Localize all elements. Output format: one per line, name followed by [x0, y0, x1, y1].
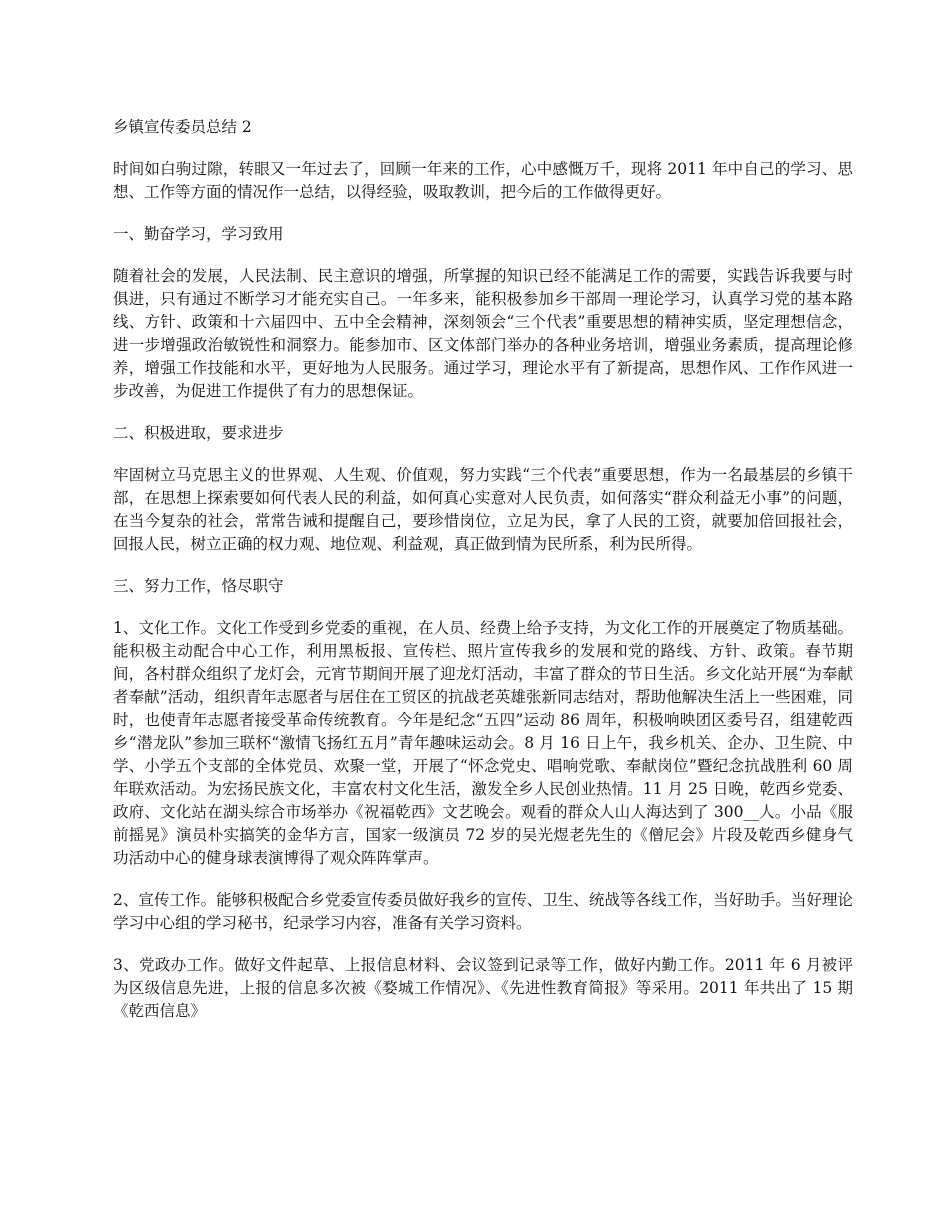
section-2-heading: 二、积极进取，要求进步 — [113, 424, 284, 442]
document-title: 乡镇宣传委员总结 2 — [113, 118, 252, 136]
intro-paragraph: 时间如白驹过隙，转眼又一年过去了，回顾一年来的工作，心中感慨万千，现将 2011 年中自己的学习、思想、工作等方面的情况作一总结，以得经验，吸取教训，把今后的工作做得更好。 — [113, 160, 853, 201]
document-page — [113, 116, 853, 1042]
section-1-body: 随着社会的发展，人民法制、民主意识的增强，所掌握的知识已经不能满足工作的需要，实践告诉我要与时俱进，只有通过不断学习才能充实自己。一年多来，能积极参加乡干部周一理论学习，认真学习党的基本路线、方针、政策和十六届四中、五中全会精神，深刻领会“三个代表”重要思想的精神实质，坚定理想信念，进一步增强政治敏锐性和洞察力。能参加市、区文体部门举办的各种业务培训，增强业务素质，提高理论修养，增强工作技能和水平，更好地为人民服务。通过学习，理论水平有了新提高，思想作风、工作作风进一步改善，为促进工作提供了有力的思想保证。 — [113, 267, 853, 400]
section-2-body: 牢固树立马克思主义的世界观、人生观、价值观，努力实践“三个代表”重要思想，作为一名最基层的乡镇干部，在思想上探索要如何代表人民的利益，如何真心实意对人民负责，如何落实“群众利益无小事”的问题，在当今复杂的社会，常常告诫和提醒自己，要珍惜岗位，立足为民，拿了人民的工资，就要加倍回报社会，回报人民，树立正确的权力观、地位观、利益观，真正做到情为民所系，利为民所得。 — [113, 466, 853, 553]
section-3-item-1: 1、文化工作。文化工作受到乡党委的重视，在人员、经费上给予支持，为文化工作的开展奠定了物质基础。能积极主动配合中心工作，利用黑板报、宣传栏、照片宣传我乡的发展和党的路线、方针、政策。春节期间，各村群众组织了龙灯会，元宵节期间开展了迎龙灯活动，丰富了群众的节日生活。乡文化站开展“为奉献者奉献”活动，组织青年志愿者与居住在工贸区的抗战老英雄张新同志结对，帮助他解决生活上一些困难，同时，也使青年志愿者接受革命传统教育。今年是纪念“五四”运动 86 周年，积极响映团区委号召，组建乾西乡“潜龙队”参加三联杯“激情飞扬红五月”青年趣味运动会。8 月 16 日上午，我乡机关、企办、卫生院、中学、小学五个支部的全体党员、欢聚一堂，开展了“怀念党史、唱响党歌、奉献岗位”暨纪念抗战胜利 60 周年联欢活动。为宏扬民族文化，丰富农村文化生活，激发全乡人民创业热情。11 月 25 日晚，乾西乡党委、政府、文化站在湖头综合市场举办《祝福乾西》文艺晚会。观看的群众人山人海达到了 300__人。小品《服前摇晃》演员朴实搞笑的金华方言，国家一级演员 72 岁的吴光煜老先生的《僧尼会》片段及乾西乡健身气功活动中心的健身球表演博得了观众阵阵掌声。 — [113, 619, 853, 867]
section-3-item-2: 2、宣传工作。能够积极配合乡党委宣传委员做好我乡的宣传、卫生、统战等各线工作，当好助手。当好理论学习中心组的学习秘书，纪录学习内容，准备有关学习资料。 — [113, 891, 853, 932]
section-1-heading: 一、勤奋学习，学习致用 — [113, 225, 284, 243]
section-3-heading: 三、努力工作，恪尽职守 — [113, 577, 284, 595]
section-3-item-3: 3、党政办工作。做好文件起草、上报信息材料、会议签到记录等工作，做好内勤工作。2011 年 6 月被评为区级信息先进，上报的信息多次被《婺城工作情况》、《先进性教育简报》等采用。2011 年共出了 15 期《乾西信息》 — [113, 956, 853, 1020]
